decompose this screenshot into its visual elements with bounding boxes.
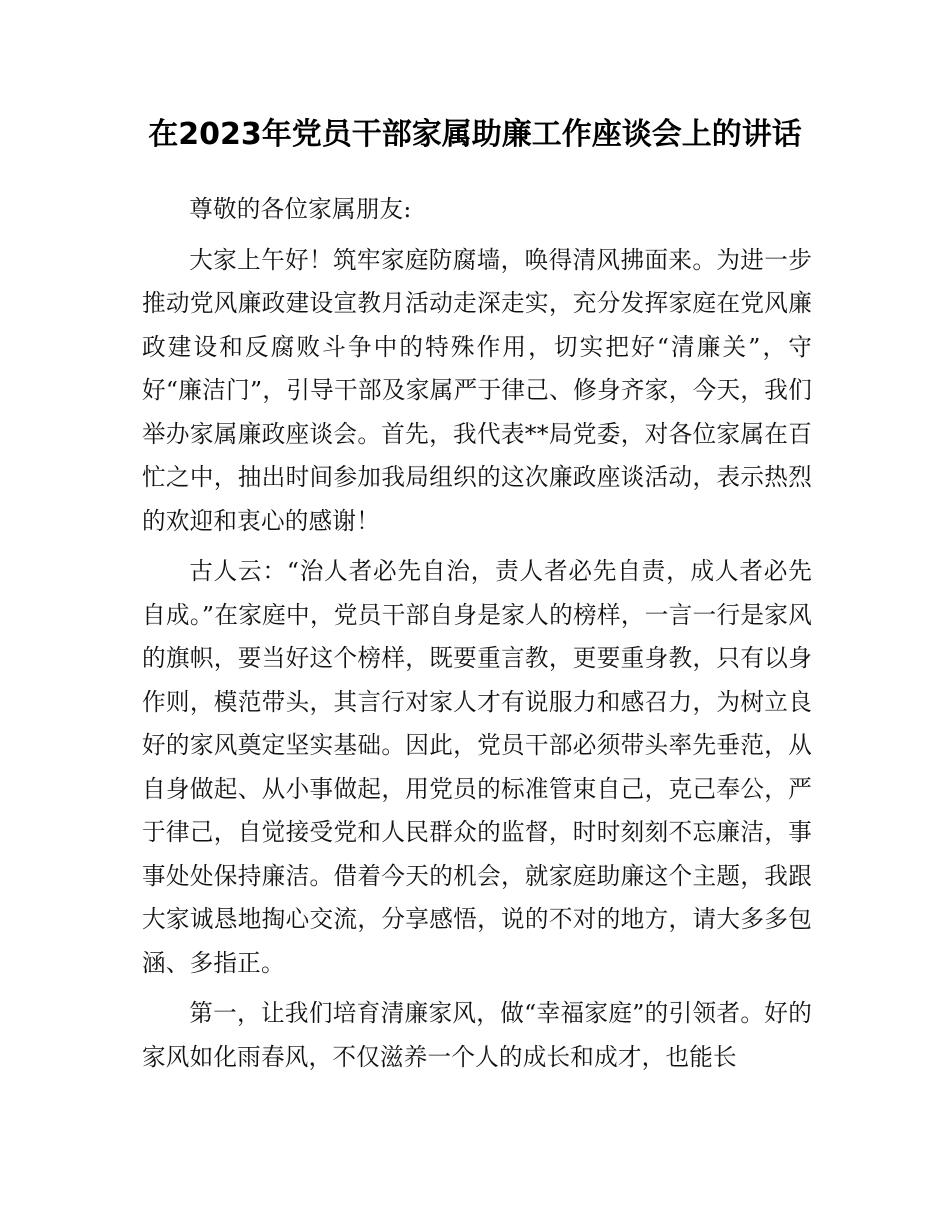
body-paragraph: 大家上午好！筑牢家庭防腐墙，唤得清风拂面来。为进一步推动党风廉政建设宣教月活动走深走实，充分发挥家庭在党风廉政建设和反腐败斗争中的特殊作用，切实把好“清廉关”，守好“廉洁门”，引导干部及家属严于律己、修身齐家，今天，我们举办家属廉政座谈会。首先，我代表**局党委，对各位家属在百忙之中，抽出时间参加我局组织的这次廉政座谈活动，表示热烈的欢迎和衷心的感谢！ [142, 245, 812, 535]
document-title: 在2023年党员干部家属助廉工作座谈会上的讲话 [148, 117, 802, 152]
salutation-paragraph: 尊敬的各位家属朋友: [189, 195, 412, 223]
document-body [142, 188, 812, 1086]
body-paragraph: 古人云：“治人者必先自治，责人者必先自责，成人者必先自成。”在家庭中，党员干部自身是家人的榜样，一言一行是家风的旗帜，要当好这个榜样，既要重言教，更要重身教，只有以身作则，模范带头，其言行对家人才有说服力和感召力，为树立良好的家风奠定坚实基础。因此，党员干部必须带头率先垂范，从自身做起、从小事做起，用党员的标准管束自己，克己奉公，严于律己，自觉接受党和人民群众的监督，时时刻刻不忘廉洁，事事处处保持廉洁。借着今天的机会，就家庭助廉这个主题，我跟大家诚恳地掏心交流，分享感悟，说的不对的地方，请大多多包涵、多指正。 [142, 557, 812, 977]
body-paragraph: 第一，让我们培育清廉家风，做“幸福家庭”的引领者。好的家风如化雨春风，不仅滋养一个人的成长和成才，也能长 [142, 999, 812, 1071]
